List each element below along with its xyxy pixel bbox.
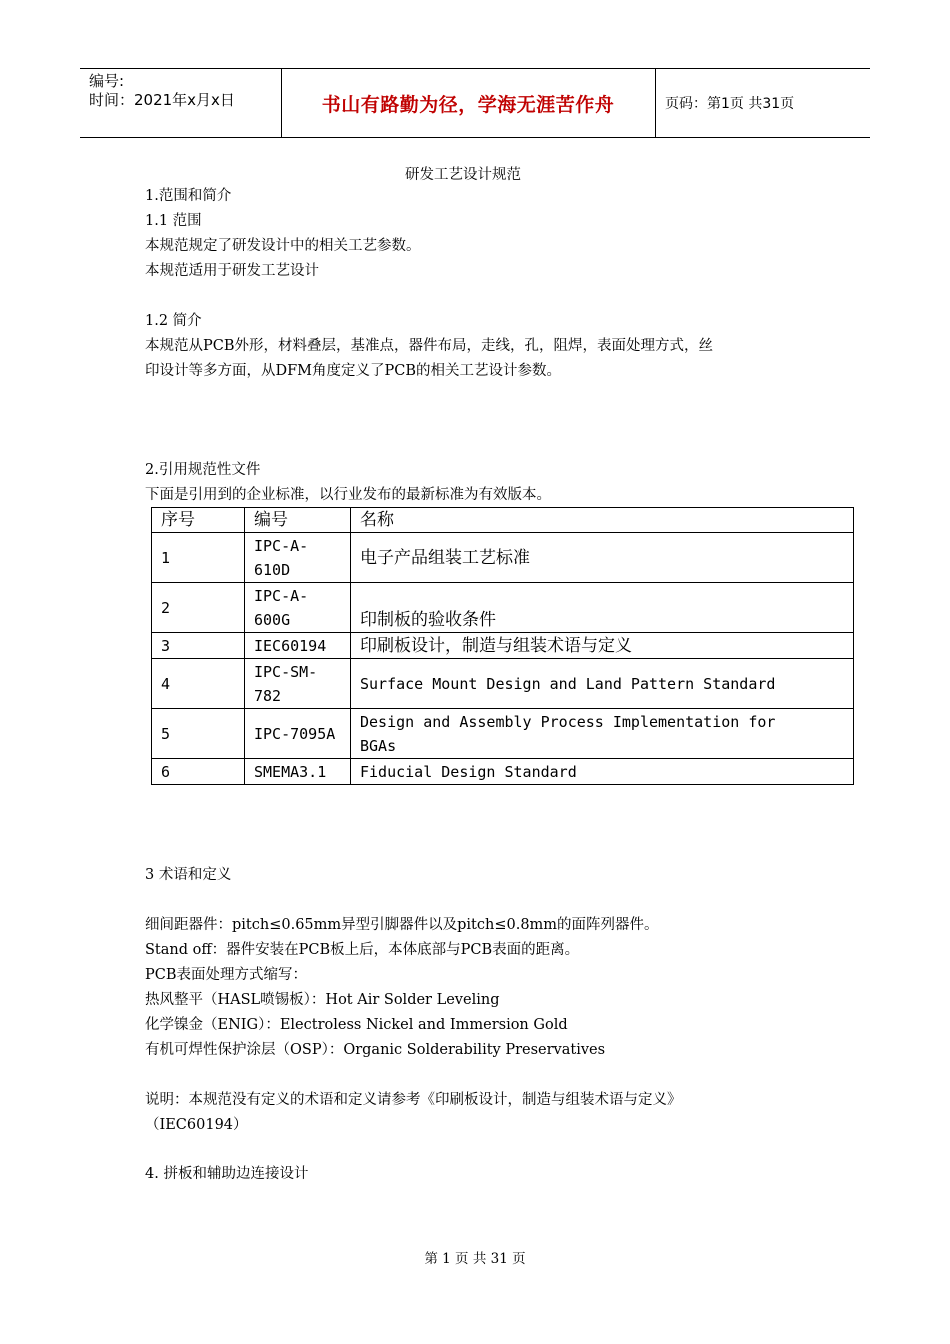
note: 说明：本规范没有定义的术语和定义请参考《印刷板设计，制造与组装术语与定义》 bbox=[145, 1092, 682, 1108]
section-heading: 1.范围和简介 bbox=[145, 188, 232, 204]
table-cell: 6 bbox=[152, 759, 245, 785]
table-cell: 5 bbox=[152, 709, 245, 759]
subsection-heading: 1.1 范围 bbox=[145, 213, 202, 229]
table-cell: 印制板的验收条件 bbox=[351, 583, 854, 633]
subsection-heading: 1.2 简介 bbox=[145, 313, 202, 329]
header-meta bbox=[89, 72, 235, 110]
paragraph: PCB表面处理方式缩写： bbox=[145, 967, 308, 983]
table-row bbox=[152, 583, 854, 633]
section-heading: 4. 拼板和辅助边连接设计 bbox=[145, 1166, 309, 1182]
paragraph: Stand off：器件安装在PCB板上后，本体底部与PCB表面的距离。 bbox=[145, 942, 580, 958]
paragraph: 有机可焊性保护涂层（OSP）：Organic Solderability Preservatives bbox=[145, 1042, 606, 1058]
table-cell-text: 610D bbox=[254, 560, 291, 579]
header-motto: 书山有路勤为径，学海无涯苦作舟 bbox=[321, 93, 615, 116]
table-cell: 1 bbox=[152, 533, 245, 583]
table-header-row bbox=[152, 508, 854, 533]
table-cell: 印刷板设计，制造与组装术语与定义 bbox=[351, 633, 854, 659]
table-cell-text: IPC-SM- bbox=[254, 662, 318, 681]
document-title: 研发工艺设计规范 bbox=[405, 167, 521, 183]
table-cell-text: IPC-A- bbox=[254, 536, 309, 555]
table-cell: 3 bbox=[152, 633, 245, 659]
header-number: 编号: bbox=[89, 72, 125, 90]
table-cell: 4 bbox=[152, 659, 245, 709]
table-cell bbox=[351, 709, 854, 759]
page-footer: 第 1 页 共 31 页 bbox=[424, 1251, 526, 1267]
table-row bbox=[152, 709, 854, 759]
header-page-info: 页码：第1页 共31页 bbox=[665, 96, 795, 112]
paragraph: 细间距器件：pitch≤0.65mm异型引脚器件以及pitch≤0.8mm的面阵列器件。 bbox=[145, 917, 659, 933]
paragraph: 化学镍金（ENIG）：Electroless Nickel and Immersion Gold bbox=[145, 1017, 568, 1033]
table-cell bbox=[245, 533, 351, 583]
table-header-cell: 名称 bbox=[351, 508, 854, 533]
paragraph: 热风整平（HASL喷锡板）：Hot Air Solder Leveling bbox=[145, 992, 500, 1008]
table-cell: IPC-7095A bbox=[245, 709, 351, 759]
table-header-cell: 编号 bbox=[245, 508, 351, 533]
table-row bbox=[152, 633, 854, 659]
table-header-cell: 序号 bbox=[152, 508, 245, 533]
paragraph: 下面是引用到的企业标准，以行业发布的最新标准为有效版本。 bbox=[145, 487, 551, 503]
table-cell-text: IPC-A- bbox=[254, 586, 309, 605]
reference-table bbox=[151, 507, 854, 785]
paragraph: 本规范规定了研发设计中的相关工艺参数。 bbox=[145, 238, 421, 254]
table-cell-text: BGAs bbox=[360, 736, 397, 755]
header-divider bbox=[655, 69, 656, 137]
table-cell bbox=[245, 583, 351, 633]
paragraph: 本规范适用于研发工艺设计 bbox=[145, 263, 319, 279]
table-cell: 电子产品组装工艺标准 bbox=[351, 533, 854, 583]
section-heading: 3 术语和定义 bbox=[145, 867, 232, 883]
table-cell: IEC60194 bbox=[245, 633, 351, 659]
table-row bbox=[152, 759, 854, 785]
page-header bbox=[80, 68, 870, 138]
section-heading: 2.引用规范性文件 bbox=[145, 462, 261, 478]
table-cell bbox=[245, 659, 351, 709]
table-cell-text: 600G bbox=[254, 610, 291, 629]
note: （IEC60194） bbox=[145, 1117, 248, 1133]
table-cell: Surface Mount Design and Land Pattern Standard bbox=[351, 659, 854, 709]
table-cell: Fiducial Design Standard bbox=[351, 759, 854, 785]
paragraph: 本规范从PCB外形，材料叠层，基准点，器件布局，走线，孔，阻焊，表面处理方式，丝 bbox=[145, 338, 714, 354]
header-date: 时间：2021年x月x日 bbox=[89, 91, 235, 109]
paragraph: 印设计等多方面，从DFM角度定义了PCB的相关工艺设计参数。 bbox=[145, 363, 562, 379]
table-row bbox=[152, 533, 854, 583]
table-cell-text: Design and Assembly Process Implementation for bbox=[360, 712, 776, 731]
table-cell: SMEMA3.1 bbox=[245, 759, 351, 785]
table-cell: 2 bbox=[152, 583, 245, 633]
table-row bbox=[152, 659, 854, 709]
table-cell-text: 782 bbox=[254, 686, 282, 705]
